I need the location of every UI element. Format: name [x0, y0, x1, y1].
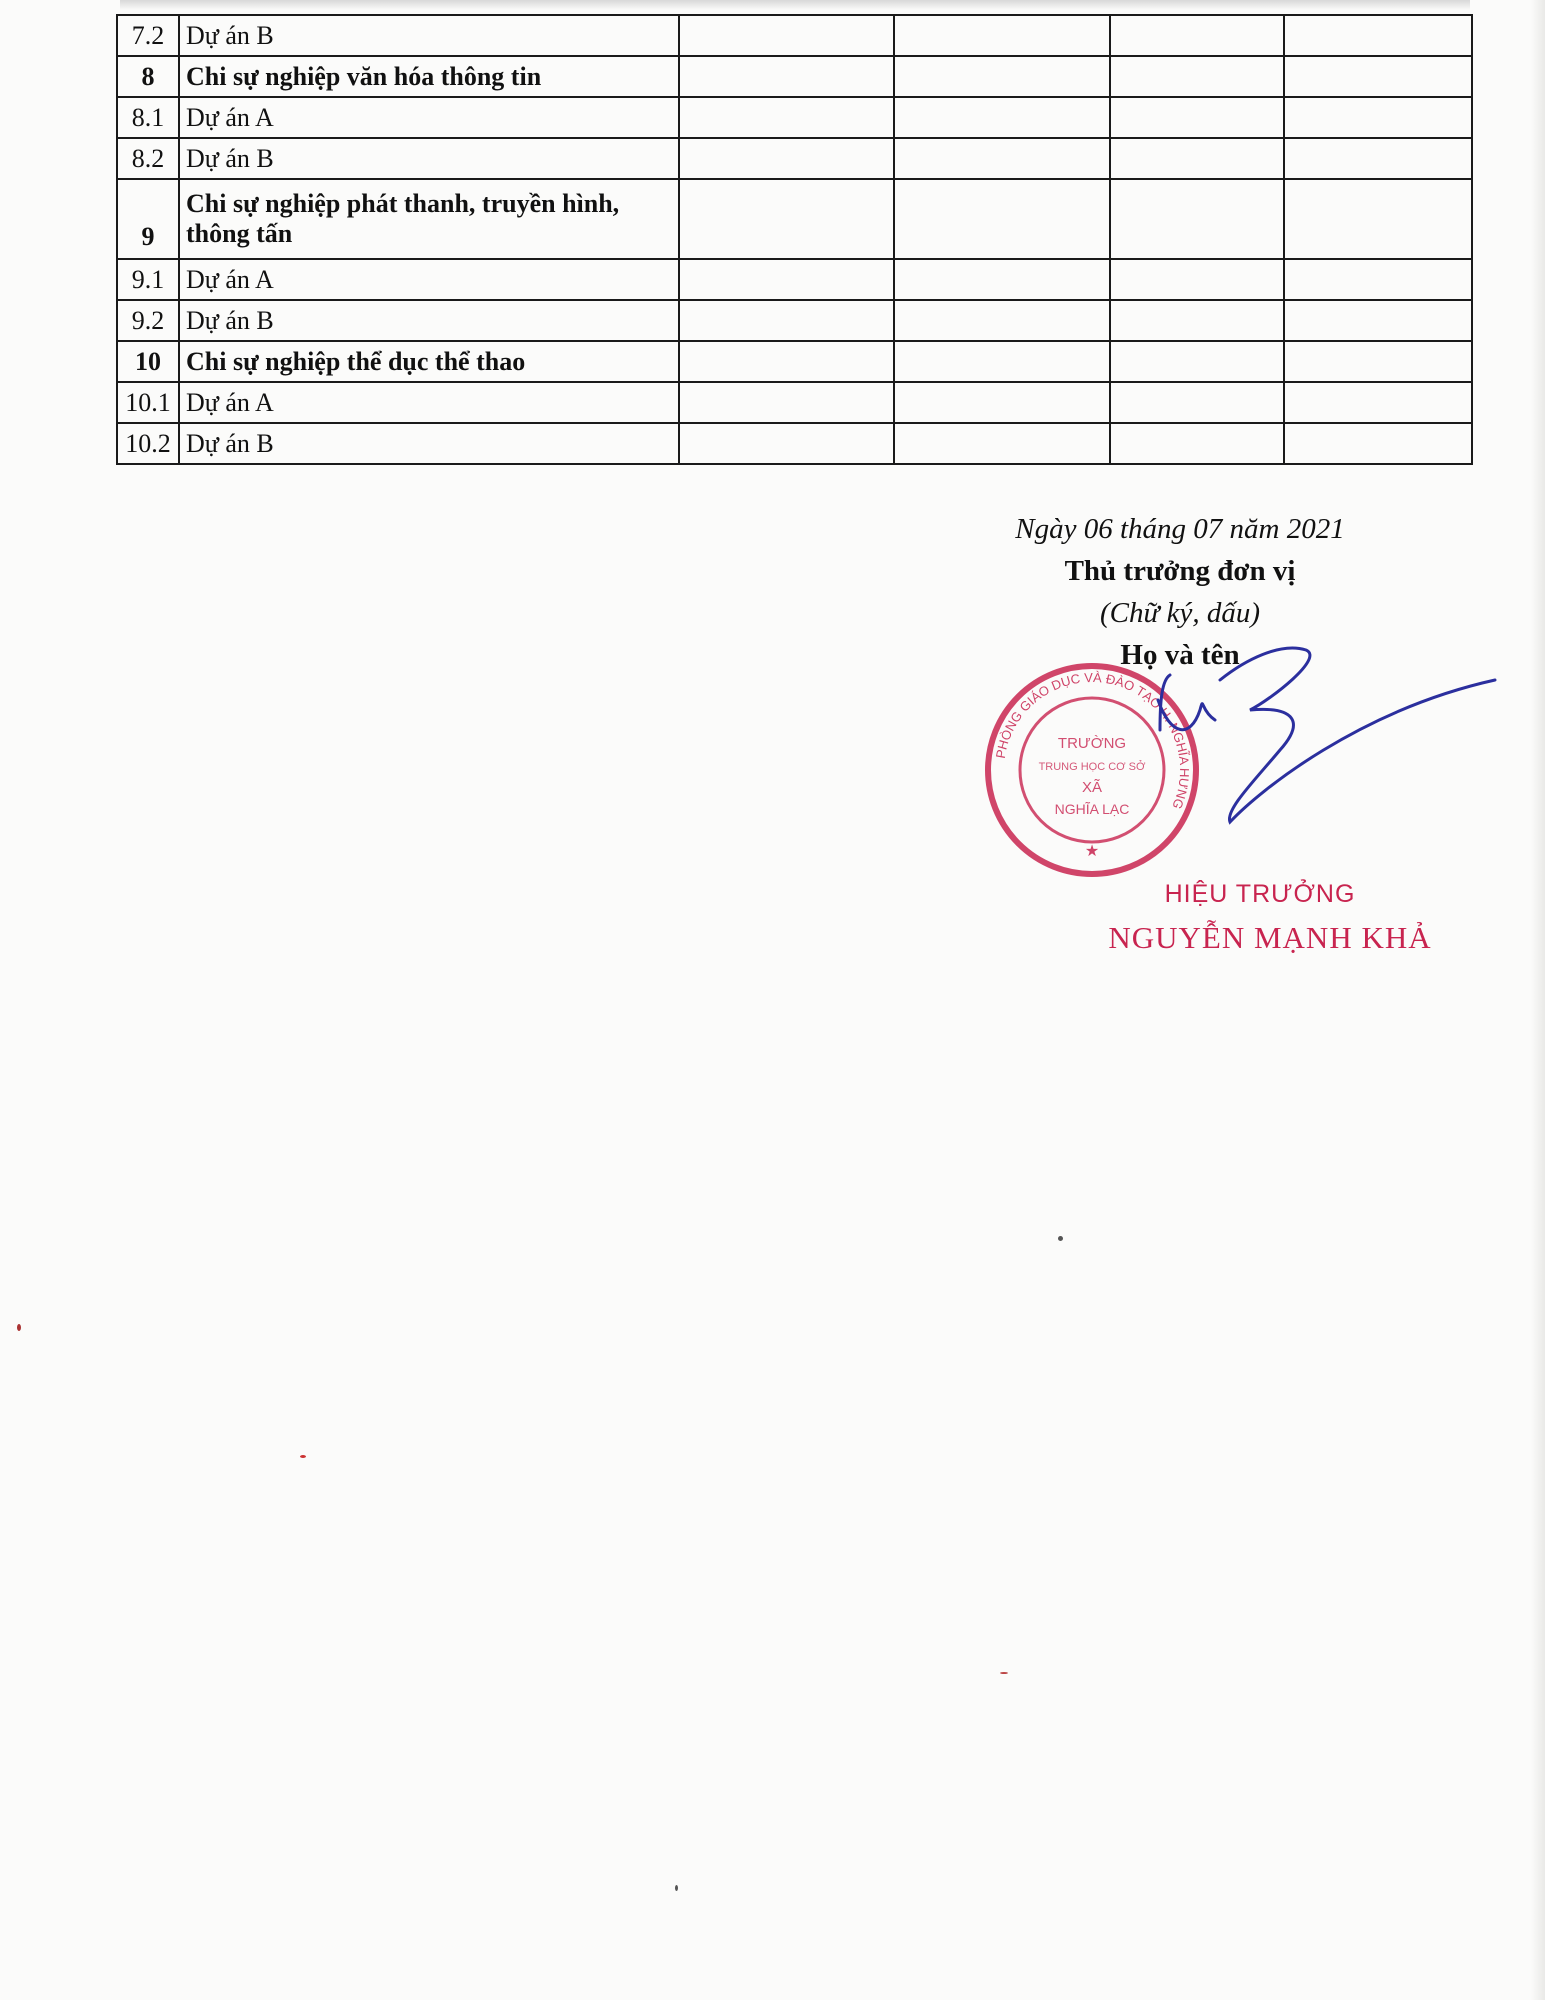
value-cell [894, 300, 1110, 341]
scan-top-shadow [120, 0, 1470, 10]
signature-note: (Chữ ký, dấu) [1100, 597, 1260, 629]
table-row [117, 259, 1472, 300]
row-label: Chi sự nghiệp thể dục thể thao [179, 341, 679, 382]
row-number: 9 [117, 179, 179, 259]
table-row [117, 423, 1472, 464]
scan-speck [300, 1455, 306, 1458]
table-row [117, 56, 1472, 97]
row-label [179, 179, 679, 259]
stamp-person-name: NGUYỄN MẠNH KHẢ [1108, 920, 1432, 955]
signature-date: Ngày 06 tháng 07 năm 2021 [1015, 513, 1345, 545]
value-cell [1110, 179, 1284, 259]
value-cell [894, 382, 1110, 423]
value-cell [1284, 97, 1472, 138]
signature-name-label: Họ và tên [1120, 639, 1240, 671]
row-label: Dự án A [179, 97, 679, 138]
value-cell [894, 15, 1110, 56]
value-cell [679, 179, 894, 259]
value-cell [1284, 382, 1472, 423]
budget-table [116, 14, 1473, 465]
svg-text:NGHĨA LẠC: NGHĨA LẠC [1054, 801, 1130, 817]
handwritten-signature [1130, 640, 1500, 840]
value-cell [1284, 179, 1472, 259]
row-label: Dự án B [179, 300, 679, 341]
stamp-role: HIỆU TRƯỞNG [1164, 880, 1356, 908]
row-label: Dự án B [179, 423, 679, 464]
row-number: 8.1 [117, 97, 179, 138]
svg-text:PHÒNG GIÁO DỤC VÀ ĐÀO TẠO H. N: PHÒNG GIÁO DỤC VÀ ĐÀO TẠO H. NGHĨA HƯNG [992, 669, 1193, 812]
row-number: 8 [117, 56, 179, 97]
value-cell [679, 341, 894, 382]
table-row [117, 341, 1472, 382]
row-label-line: Chi sự nghiệp phát thanh, truyền hình, [185, 189, 620, 218]
value-cell [1110, 382, 1284, 423]
table-row [117, 15, 1472, 56]
row-number: 8.2 [117, 138, 179, 179]
table-row [117, 97, 1472, 138]
scan-speck [17, 1324, 21, 1331]
value-cell [1110, 97, 1284, 138]
row-label: Dự án A [179, 259, 679, 300]
value-cell [894, 56, 1110, 97]
table-row [117, 179, 1472, 259]
row-label-line: thông tấn [185, 219, 293, 248]
value-cell [1284, 300, 1472, 341]
value-cell [1110, 300, 1284, 341]
row-number: 9.1 [117, 259, 179, 300]
value-cell [894, 97, 1110, 138]
value-cell [894, 138, 1110, 179]
value-cell [1284, 259, 1472, 300]
svg-text:XÃ: XÃ [1081, 779, 1103, 796]
value-cell [679, 423, 894, 464]
value-cell [894, 341, 1110, 382]
value-cell [894, 423, 1110, 464]
value-cell [1284, 138, 1472, 179]
svg-text:TRUNG HỌC CƠ SỞ: TRUNG HỌC CƠ SỞ [1038, 761, 1146, 773]
table-row [117, 300, 1472, 341]
row-number: 9.2 [117, 300, 179, 341]
row-label: Dự án B [179, 15, 679, 56]
value-cell [1110, 341, 1284, 382]
value-cell [1284, 15, 1472, 56]
scan-speck [1000, 1672, 1008, 1674]
value-cell [1284, 423, 1472, 464]
row-number: 10.2 [117, 423, 179, 464]
table-row [117, 138, 1472, 179]
svg-text:TRƯỜNG: TRƯỜNG [1057, 735, 1127, 752]
table-row [117, 382, 1472, 423]
value-cell [1110, 423, 1284, 464]
signature-title: Thủ trưởng đơn vị [1064, 555, 1296, 587]
value-cell [1110, 15, 1284, 56]
row-label: Dự án A [179, 382, 679, 423]
value-cell [1110, 259, 1284, 300]
value-cell [1284, 341, 1472, 382]
row-number: 7.2 [117, 15, 179, 56]
value-cell [894, 259, 1110, 300]
value-cell [894, 179, 1110, 259]
scan-speck [1058, 1236, 1063, 1241]
row-number: 10.1 [117, 382, 179, 423]
value-cell [679, 15, 894, 56]
value-cell [679, 56, 894, 97]
value-cell [679, 382, 894, 423]
row-label: Dự án B [179, 138, 679, 179]
value-cell [679, 300, 894, 341]
scan-paper-edge [1531, 0, 1545, 2000]
value-cell [1110, 56, 1284, 97]
row-number: 10 [117, 341, 179, 382]
value-cell [679, 97, 894, 138]
value-cell [1284, 56, 1472, 97]
value-cell [1110, 138, 1284, 179]
row-label: Chi sự nghiệp văn hóa thông tin [179, 56, 679, 97]
scan-speck [675, 1885, 678, 1891]
value-cell [679, 138, 894, 179]
value-cell [679, 259, 894, 300]
svg-text:★: ★ [1084, 843, 1100, 860]
